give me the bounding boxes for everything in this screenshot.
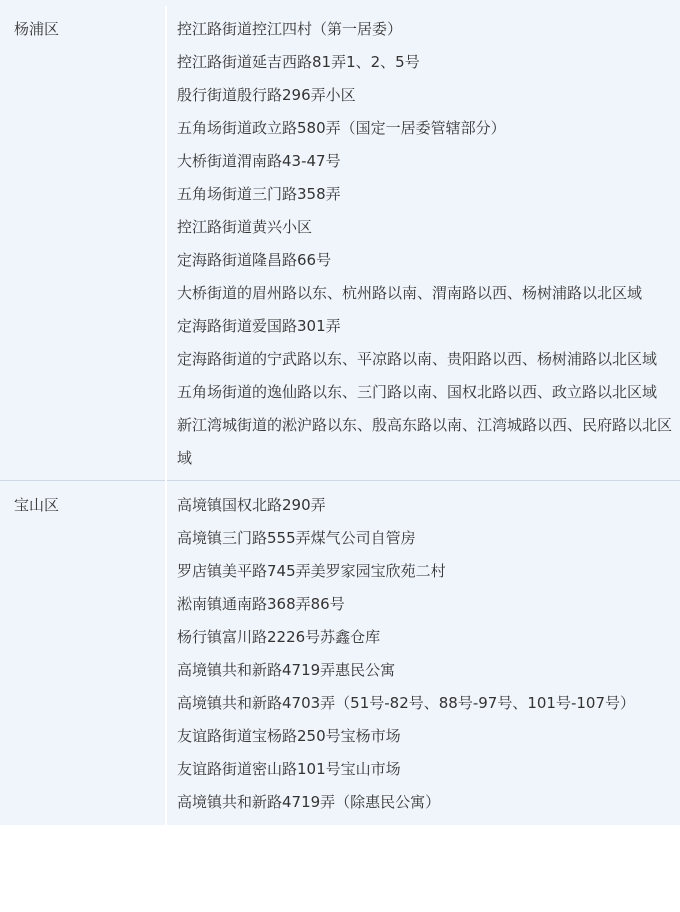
- address-cell: [166, 481, 680, 826]
- address-item: 五角场街道政立路580弄（国定一居委管辖部分）: [177, 119, 506, 137]
- address-item: 高境镇国权北路290弄: [177, 496, 326, 514]
- district-cell: [0, 481, 166, 826]
- address-item: 高境镇共和新路4719弄惠民公寓: [177, 661, 396, 679]
- address-item: 控江路街道黄兴小区: [177, 218, 313, 236]
- address-list: [177, 481, 672, 825]
- district-name: 杨浦区: [14, 20, 60, 38]
- region-row-baoshan: [0, 481, 680, 826]
- address-item: 定海路街道爱国路301弄: [177, 317, 341, 335]
- address-item: 五角场街道的逸仙路以东、三门路以南、国权北路以西、政立路以北区域: [177, 383, 658, 401]
- district-name: 宝山区: [14, 496, 60, 514]
- address-item: 高境镇共和新路4703弄（51号-82号、88号-97号、101号-107号）: [177, 694, 636, 712]
- address-item: 定海路街道隆昌路66号: [177, 251, 332, 269]
- address-item: 淞南镇通南路368弄86号: [177, 595, 345, 613]
- address-item: 定海路街道的宁武路以东、平凉路以南、贵阳路以西、杨树浦路以北区域: [177, 350, 658, 368]
- district-cell: [0, 3, 166, 481]
- region-row-yangpu: [0, 3, 680, 481]
- address-item: 五角场街道三门路358弄: [177, 185, 341, 203]
- address-list: [177, 6, 672, 480]
- address-item: 罗店镇美平路745弄美罗家园宝欣苑二村: [177, 562, 446, 580]
- address-item: 高境镇三门路555弄煤气公司自管房: [177, 529, 416, 547]
- address-item: 高境镇共和新路4719弄（除惠民公寓）: [177, 793, 441, 811]
- address-cell: [166, 3, 680, 481]
- address-item: 控江路街道延吉西路81弄1、2、5号: [177, 53, 420, 71]
- address-item: 控江路街道控江四村（第一居委）: [177, 20, 403, 38]
- address-item: 友谊路街道宝杨路250号宝杨市场: [177, 727, 401, 745]
- address-item: 新江湾城街道的淞沪路以东、殷高东路以南、江湾城路以西、民府路以北区域: [177, 416, 673, 467]
- address-item: 大桥街道的眉州路以东、杭州路以南、渭南路以西、杨树浦路以北区域: [177, 284, 643, 302]
- address-item: 杨行镇富川路2226号苏鑫仓库: [177, 628, 381, 646]
- address-item: 友谊路街道密山路101号宝山市场: [177, 760, 401, 778]
- address-item: 大桥街道渭南路43-47号: [177, 152, 341, 170]
- address-item: 殷行街道殷行路296弄小区: [177, 86, 356, 104]
